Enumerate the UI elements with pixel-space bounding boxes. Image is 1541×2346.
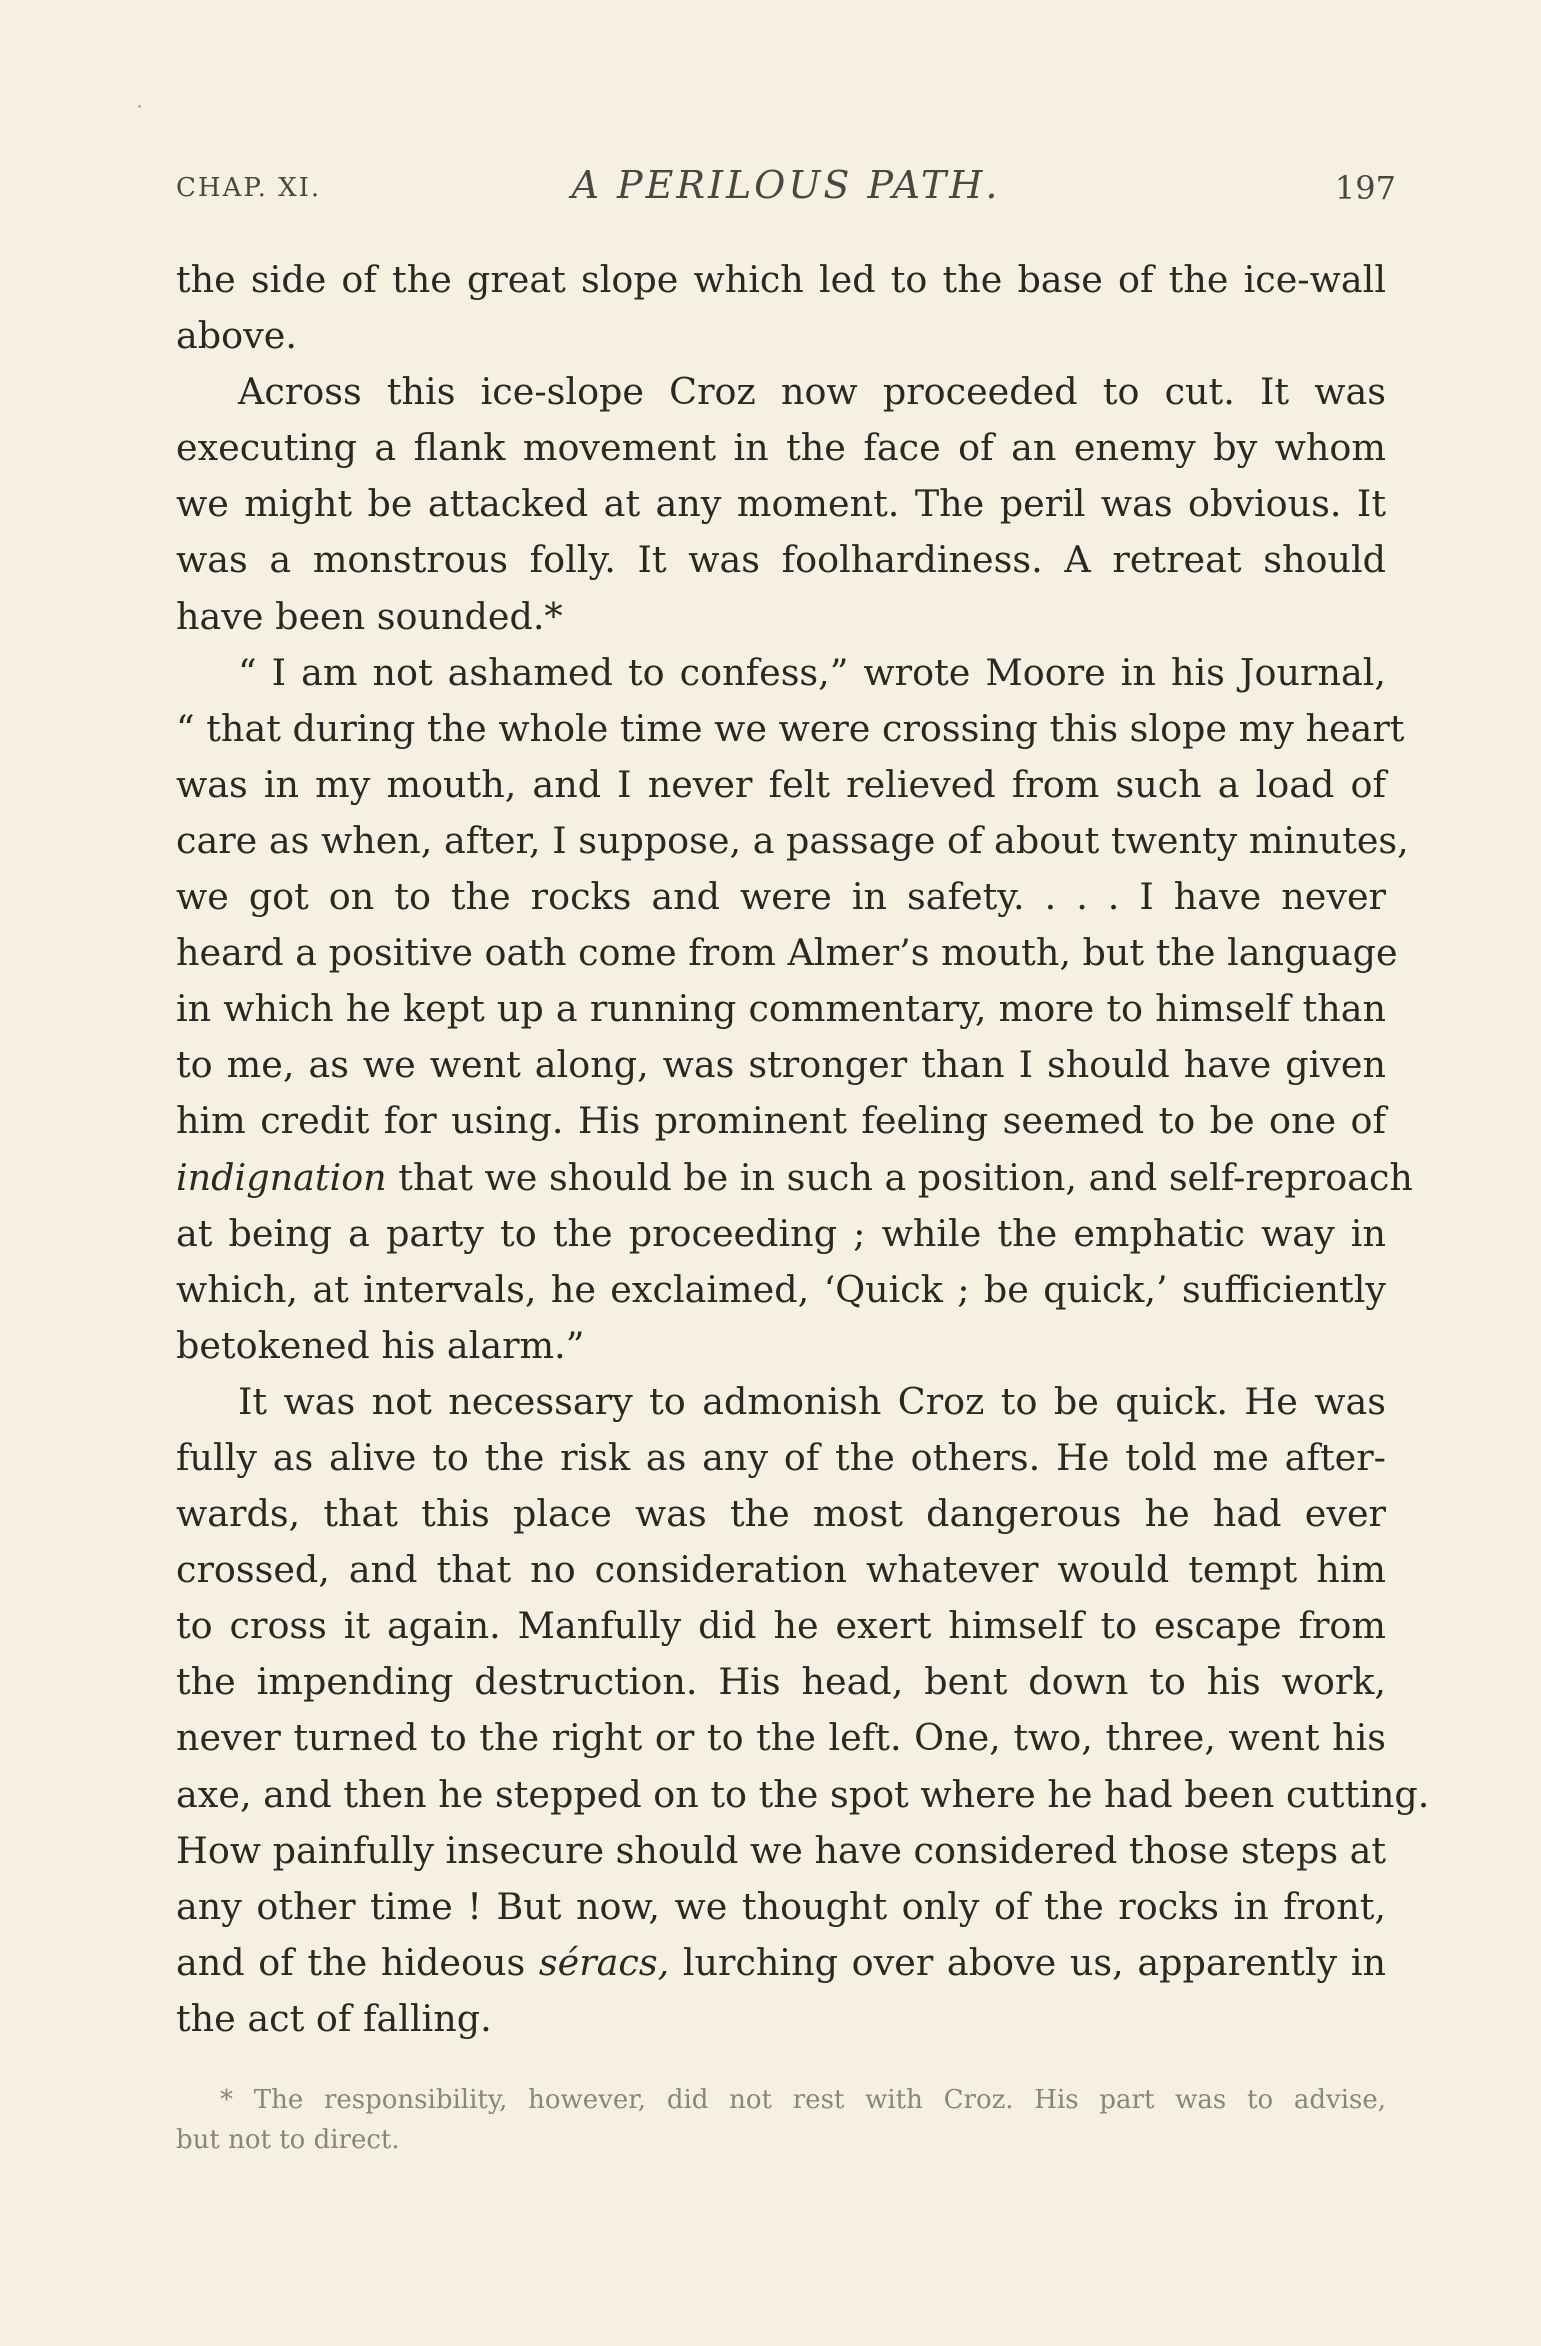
- text-line: wards, that this place was the most dangerous he had ever: [176, 1492, 1386, 1536]
- text-line: How painfully insecure should we have considered those steps at: [176, 1828, 1387, 1872]
- text-line: him credit for using. His prominent feeling seemed to be one of: [176, 1099, 1386, 1143]
- text-line: [176, 1150, 1413, 1206]
- text-line: we might be attacked at any moment. The peril was obvious. It: [176, 482, 1386, 526]
- text-line: we got on to the rocks and were in safety. . . . I have never: [176, 875, 1386, 919]
- paragraph-1: [176, 252, 1386, 364]
- text-line: Across this ice-slope Croz now proceeded to cut. It was: [238, 370, 1386, 414]
- text-line: [176, 1935, 1386, 1991]
- text-fragment: that we should be in such a position, and self-reproach: [386, 1155, 1413, 1199]
- paragraph-3: [176, 645, 1413, 1374]
- text-line: axe, and then he stepped on to the spot where he had been cutting.: [176, 1772, 1430, 1816]
- text-line: which, at intervals, he exclaimed, ‘Quick ; be quick,’ sufficiently: [176, 1267, 1386, 1311]
- text-line: care as when, after, I suppose, a passage of about twenty minutes,: [176, 818, 1409, 862]
- chapter-label: CHAP. XI.: [176, 173, 322, 203]
- running-header: [176, 163, 1396, 213]
- text-line: to me, as we went along, was stronger than I should have given: [176, 1043, 1386, 1087]
- text-fragment: lurching over above us, apparently in: [669, 1940, 1386, 1984]
- text-line: the side of the great slope which led to the base of the ice-wall: [176, 258, 1386, 301]
- text-line: at being a party to the proceeding ; while the emphatic way in: [176, 1211, 1386, 1255]
- text-line: executing a flank movement in the face of an enemy by whom: [176, 426, 1386, 470]
- running-title: A PERILOUS PATH.: [571, 163, 1001, 207]
- body-text: [176, 252, 1430, 2047]
- footnote-line: * The responsibility, however, did not rest with Croz. His part was to advise,: [220, 2085, 1386, 2115]
- text-line: heard a positive oath come from Almer’s mouth, but the language: [176, 931, 1398, 975]
- text-line: in which he kept up a running commentary, more to himself than: [176, 987, 1386, 1031]
- text-line: above.: [176, 314, 297, 358]
- text-line: the impending destruction. His head, bent down to his work,: [176, 1660, 1386, 1704]
- text-line: “ I am not ashamed to confess,” wrote Moore in his Journal,: [238, 650, 1386, 694]
- text-line: was in my mouth, and I never felt relieved from such a load of: [176, 762, 1386, 806]
- italic-word: séracs,: [538, 1940, 670, 1984]
- italic-word: indignation: [176, 1155, 387, 1199]
- text-line: have been sounded.*: [176, 594, 563, 638]
- text-line: any other time ! But now, we thought only of the rocks in front,: [176, 1884, 1386, 1928]
- footnote: [176, 2080, 1386, 2160]
- text-line: It was not necessary to admonish Croz to be quick. He was: [238, 1379, 1386, 1423]
- text-line: crossed, and that no consideration whatever would tempt him: [176, 1548, 1386, 1592]
- text-line: to cross it again. Manfully did he exert himself to escape from: [176, 1604, 1386, 1648]
- text-line: “ that during the whole time we were crossing this slope my heart: [176, 706, 1405, 750]
- page-number: 197: [1334, 169, 1396, 207]
- paragraph-2: [176, 364, 1386, 644]
- footnote-line: but not to direct.: [176, 2125, 400, 2155]
- text-line: fully as alive to the risk as any of the others. He told me after-: [176, 1435, 1386, 1479]
- text-line: the act of falling.: [176, 1996, 492, 2040]
- text-line: betokened his alarm.”: [176, 1323, 585, 1367]
- page-speck: [138, 105, 141, 108]
- text-line: was a monstrous folly. It was foolhardiness. A retreat should: [176, 538, 1386, 582]
- text-line: never turned to the right or to the left. One, two, three, went his: [176, 1716, 1386, 1760]
- text-fragment: and of the hideous: [176, 1940, 539, 1984]
- paragraph-4: [176, 1374, 1430, 2047]
